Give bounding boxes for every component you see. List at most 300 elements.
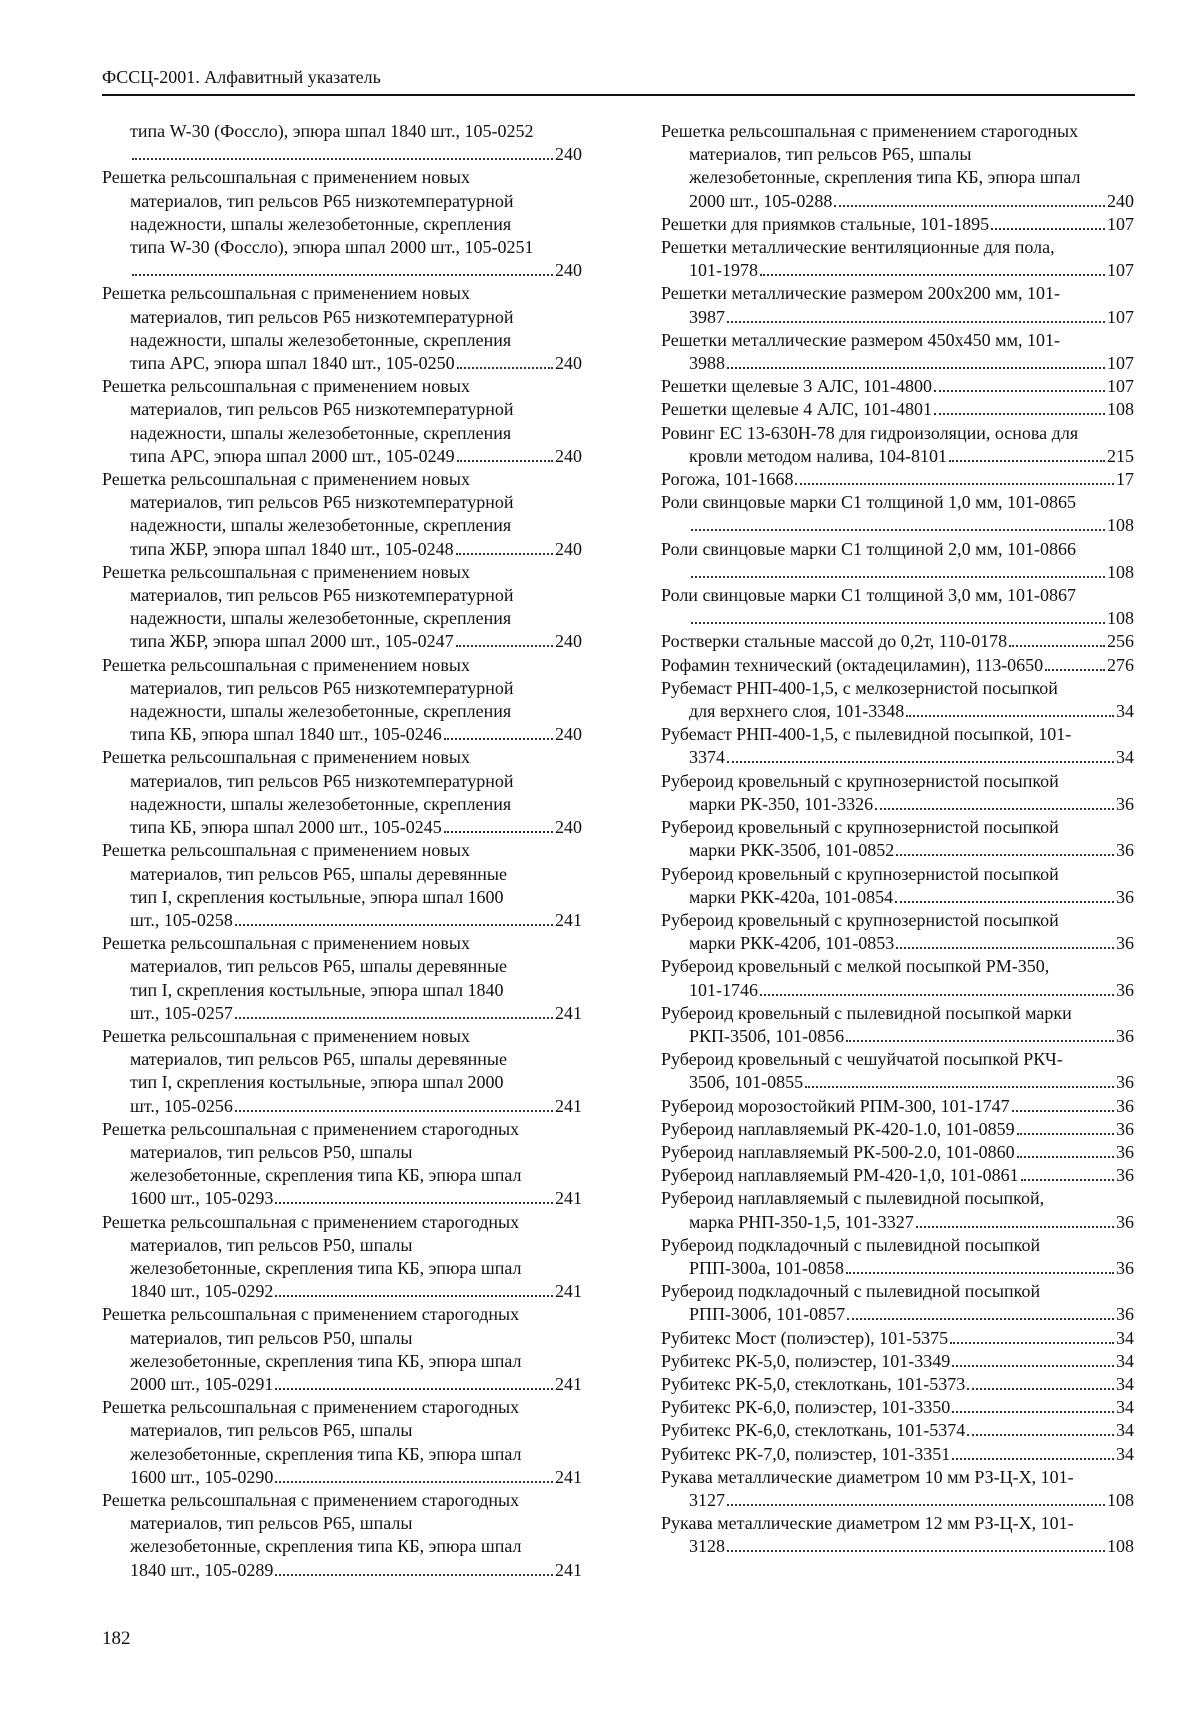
entry-page-ref: 34 — [1116, 1420, 1134, 1441]
entry-page-ref: 36 — [1116, 886, 1134, 907]
index-entry — [102, 468, 584, 561]
entry-line — [102, 236, 584, 259]
entry-text: материалов, тип рельсов Р65 низкотемпературной — [130, 492, 514, 513]
entry-page-ref: 241 — [555, 1559, 582, 1580]
entry-line — [102, 538, 584, 561]
index-entry — [661, 955, 1134, 1001]
entry-text: марки РК-350, 101-3326 — [689, 793, 874, 814]
entry-page-ref: 36 — [1116, 1095, 1134, 1116]
dot-leader — [1009, 645, 1105, 647]
entry-text: шт., 105-0257 — [130, 1002, 233, 1023]
entry-page-ref: 108 — [1107, 1489, 1134, 1510]
entry-page-ref: 36 — [1116, 1141, 1134, 1162]
entry-text: Решетка рельсошпальная с применением старогодных — [102, 1211, 520, 1232]
entry-page-ref: 240 — [555, 631, 582, 652]
entry-page-ref: 256 — [1107, 631, 1134, 652]
dot-leader — [1012, 1110, 1114, 1112]
entry-line — [661, 375, 1134, 398]
entry-line — [102, 352, 584, 375]
entry-line — [661, 1466, 1134, 1489]
entry-text: Рубитекс РК-5,0, полиэстер, 101-3349 — [661, 1350, 951, 1371]
entry-text: Рубероид наплавляемый РК-420-1.0, 101-0859 — [661, 1118, 1015, 1139]
entry-text: 101-1746 — [689, 979, 758, 1000]
entry-page-ref: 241 — [555, 1466, 582, 1487]
entry-page-ref: 36 — [1116, 933, 1134, 954]
entry-line — [661, 1071, 1134, 1094]
dot-leader — [1045, 669, 1105, 671]
entry-text: Рубероид кровельный с крупнозернистой посыпкой — [661, 770, 1059, 791]
dot-leader — [875, 808, 1114, 810]
entry-page-ref: 108 — [1107, 561, 1134, 582]
index-entry — [661, 1234, 1134, 1280]
entry-text: железобетонные, скрепления типа КБ, эпюра шпал — [130, 1350, 522, 1371]
index-entry — [661, 630, 1134, 653]
index-entry — [102, 166, 584, 282]
entry-text: Решетки щелевые 4 АЛС, 101-4801 — [661, 399, 932, 420]
entry-page-ref: 36 — [1116, 840, 1134, 861]
entry-text: шт., 105-0256 — [130, 1095, 233, 1116]
entry-text: типа ЖБР, эпюра шпал 2000 шт., 105-0247 — [130, 631, 454, 652]
dot-leader — [846, 1040, 1114, 1042]
entry-page-ref: 34 — [1116, 747, 1134, 768]
entry-text: 1600 шт., 105-0290 — [130, 1466, 274, 1487]
index-entry — [661, 329, 1134, 375]
entry-text: Рубероид кровельный с чешуйчатой посыпкой РКЧ- — [661, 1049, 1063, 1070]
entry-line — [102, 143, 584, 166]
entry-text: Решетка рельсошпальная с применением новых — [102, 747, 470, 768]
entry-text: Рубитекс РК-6,0, стеклоткань, 101-5374 — [661, 1420, 966, 1441]
entry-text: Рубитекс Мост (полиэстер), 101-5375 — [661, 1327, 949, 1348]
index-column-left — [102, 120, 584, 1582]
entry-line — [102, 1234, 584, 1257]
entry-page-ref: 34 — [1116, 1397, 1134, 1418]
entry-line — [661, 468, 1134, 491]
entry-line — [102, 1350, 584, 1373]
entry-line — [661, 723, 1134, 746]
entry-line — [661, 1164, 1134, 1187]
entry-text: железобетонные, скрепления типа КБ, эпюра шпал — [130, 1443, 522, 1464]
entry-text: РПП-300б, 101-0857 — [689, 1304, 846, 1325]
entry-line — [102, 955, 584, 978]
entry-page-ref: 36 — [1116, 1257, 1134, 1278]
dot-leader — [456, 553, 553, 555]
entry-text: Рубероид подкладочный с пылевидной посыпкой — [661, 1281, 1041, 1302]
entry-text: тип I, скрепления костыльные, эпюра шпал 2000 — [130, 1072, 504, 1093]
index-entry — [102, 1396, 584, 1489]
entry-line — [661, 1303, 1134, 1326]
entry-line — [102, 213, 584, 236]
entry-line — [661, 932, 1134, 955]
entry-line — [661, 1025, 1134, 1048]
entry-line — [102, 1118, 584, 1141]
entry-page-ref: 36 — [1116, 1025, 1134, 1046]
dot-leader — [444, 738, 553, 740]
entry-line — [661, 1211, 1134, 1234]
entry-line — [102, 654, 584, 677]
index-entry — [102, 1303, 584, 1396]
entry-text: материалов, тип рельсов Р65 низкотемпературной — [130, 306, 514, 327]
entry-text: Рубероид кровельный с мелкой посыпкой РМ-350, — [661, 956, 1050, 977]
dot-leader — [691, 622, 1105, 624]
dot-leader — [727, 761, 1114, 763]
entry-line — [102, 816, 584, 839]
entry-text: марки РКК-350б, 101-0852 — [689, 840, 895, 861]
entry-text: материалов, тип рельсов Р50, шпалы — [130, 1234, 413, 1255]
dot-leader — [727, 1550, 1105, 1552]
entry-page-ref: 108 — [1107, 399, 1134, 420]
entry-text: Решетки металлические вентиляционные для пола, — [661, 237, 1055, 258]
entry-text: Решетка рельсошпальная с применением новых — [102, 840, 470, 861]
index-entry — [102, 746, 584, 839]
dot-leader — [967, 1434, 1114, 1436]
entry-line — [102, 1141, 584, 1164]
entry-line — [661, 1234, 1134, 1257]
entry-line — [102, 1443, 584, 1466]
entry-page-ref: 107 — [1107, 260, 1134, 281]
index-column-right — [661, 120, 1134, 1559]
entry-line — [661, 886, 1134, 909]
entry-line — [102, 630, 584, 653]
entry-text: 2000 шт., 105-0291 — [130, 1373, 274, 1394]
entry-line — [102, 120, 584, 143]
entry-text: железобетонные, скрепления типа КБ, эпюра шпал — [689, 167, 1081, 188]
dot-leader — [444, 831, 553, 833]
dot-leader — [847, 1318, 1114, 1320]
entry-line — [661, 1350, 1134, 1373]
entry-line — [102, 1280, 584, 1303]
entry-text: Рубероид наплавляемый РМ-420-1,0, 101-0861 — [661, 1165, 1019, 1186]
entry-line — [102, 746, 584, 769]
index-entry — [661, 1095, 1134, 1118]
index-entry — [661, 1280, 1134, 1326]
entry-line — [102, 700, 584, 723]
entry-page-ref: 241 — [555, 1095, 582, 1116]
entry-text: материалов, тип рельсов Р65, шпалы — [689, 144, 972, 165]
index-entry — [661, 770, 1134, 816]
entry-page-ref: 108 — [1107, 1536, 1134, 1557]
entry-text: Рубероид кровельный с крупнозернистой посыпкой — [661, 863, 1059, 884]
entry-line — [661, 1489, 1134, 1512]
entry-line — [102, 468, 584, 491]
entry-line — [102, 979, 584, 1002]
entry-page-ref: 240 — [555, 817, 582, 838]
dot-leader — [967, 1388, 1114, 1390]
entry-text: материалов, тип рельсов Р65, шпалы деревянные — [130, 1049, 507, 1070]
entry-text: Рукава металлические диаметром 10 мм РЗ-Ц-Х, 101- — [661, 1466, 1074, 1487]
entry-text: 2000 шт., 105-0288 — [689, 190, 833, 211]
entry-line — [102, 1257, 584, 1280]
entry-text: Рубитекс РК-5,0, стеклоткань, 101-5373 — [661, 1373, 966, 1394]
index-entry — [661, 468, 1134, 491]
dot-leader — [235, 1017, 553, 1019]
dot-leader — [1017, 1156, 1114, 1158]
entry-text: материалов, тип рельсов Р65 низкотемпературной — [130, 399, 514, 420]
entry-text: 350б, 101-0855 — [689, 1072, 804, 1093]
index-entry — [661, 1512, 1134, 1558]
entry-page-ref: 107 — [1107, 353, 1134, 374]
entry-line — [661, 259, 1134, 282]
dot-leader — [275, 1481, 553, 1483]
entry-line — [102, 793, 584, 816]
entry-line — [102, 445, 584, 468]
entry-page-ref: 36 — [1116, 1072, 1134, 1093]
entry-line — [661, 282, 1134, 305]
entry-text: 3127 — [689, 1489, 725, 1510]
index-entry — [661, 1466, 1134, 1512]
entry-line — [661, 839, 1134, 862]
entry-text: Рубероид наплавляемый РК-500-2.0, 101-0860 — [661, 1141, 1015, 1162]
entry-page-ref: 240 — [555, 445, 582, 466]
entry-line — [661, 863, 1134, 886]
entry-page-ref: 34 — [1116, 1443, 1134, 1464]
dot-leader — [456, 645, 553, 647]
entry-line — [661, 1373, 1134, 1396]
index-entry — [102, 561, 584, 654]
index-entry — [102, 1118, 584, 1211]
entry-line — [102, 259, 584, 282]
entry-page-ref: 36 — [1116, 1211, 1134, 1232]
index-entry — [661, 1141, 1134, 1164]
index-entry — [661, 1327, 1134, 1350]
entry-line — [661, 1512, 1134, 1535]
index-entry — [661, 1373, 1134, 1396]
entry-line — [102, 723, 584, 746]
index-entry — [661, 584, 1134, 630]
entry-line — [661, 1002, 1134, 1025]
entry-text: марки РКК-420б, 101-0853 — [689, 933, 895, 954]
entry-line — [102, 1211, 584, 1234]
entry-text: для верхнего слоя, 101-3348 — [689, 701, 905, 722]
entry-text: типа W-30 (Фоссло), эпюра шпал 2000 шт., 105-0251 — [130, 237, 534, 258]
entry-text: Решетка рельсошпальная с применением старогодных — [102, 1304, 520, 1325]
entry-text: Решетка рельсошпальная с применением новых — [102, 469, 470, 490]
entry-text: Рубитекс РК-7,0, полиэстер, 101-3351 — [661, 1443, 951, 1464]
entry-line — [102, 1327, 584, 1350]
entry-text: Рубемаст РНП-400-1,5, с мелкозернистой посыпкой — [661, 677, 1058, 698]
entry-text: Решетка рельсошпальная с применением новых — [102, 561, 470, 582]
entry-page-ref: 36 — [1116, 979, 1134, 1000]
entry-page-ref: 276 — [1107, 654, 1134, 675]
entry-page-ref: 241 — [555, 909, 582, 930]
entry-line — [102, 1466, 584, 1489]
entry-text: типа W-30 (Фоссло), эпюра шпал 1840 шт., 105-0252 — [130, 121, 534, 141]
entry-text: 101-1978 — [689, 260, 758, 281]
entry-page-ref: 36 — [1116, 1118, 1134, 1139]
entry-line — [661, 1118, 1134, 1141]
entry-line — [102, 306, 584, 329]
entry-page-ref: 108 — [1107, 515, 1134, 536]
entry-page-ref: 17 — [1116, 469, 1134, 490]
entry-text: материалов, тип рельсов Р65, шпалы — [130, 1513, 413, 1534]
entry-line — [102, 514, 584, 537]
entry-page-ref: 107 — [1107, 306, 1134, 327]
dot-leader — [846, 1272, 1114, 1274]
entry-line — [661, 746, 1134, 769]
entry-page-ref: 34 — [1116, 701, 1134, 722]
entry-text: надежности, шпалы железобетонные, скрепления — [130, 701, 512, 722]
dot-leader — [760, 994, 1114, 996]
entry-text: материалов, тип рельсов Р65 низкотемпературной — [130, 585, 514, 606]
entry-page-ref: 36 — [1116, 1304, 1134, 1325]
entry-text: надежности, шпалы железобетонные, скрепления — [130, 422, 512, 443]
entry-text: надежности, шпалы железобетонные, скрепления — [130, 608, 512, 629]
dot-leader — [457, 460, 553, 462]
entry-text: типа АРС, эпюра шпал 1840 шт., 105-0250 — [130, 353, 455, 374]
index-entry — [661, 1419, 1134, 1442]
entry-line — [661, 1396, 1134, 1419]
index-entry — [661, 816, 1134, 862]
index-entry — [661, 398, 1134, 421]
entry-page-ref: 240 — [555, 538, 582, 559]
entry-line — [661, 979, 1134, 1002]
entry-page-ref: 241 — [555, 1002, 582, 1023]
entry-text: Решетка рельсошпальная с применением новых — [102, 167, 470, 188]
entry-text: материалов, тип рельсов Р65 низкотемпературной — [130, 190, 514, 211]
header-title: ФССЦ-2001. Алфавитный указатель — [102, 67, 381, 87]
entry-text: 3128 — [689, 1536, 725, 1557]
entry-text: материалов, тип рельсов Р65 низкотемпературной — [130, 677, 514, 698]
entry-line — [661, 700, 1134, 723]
entry-text: 3987 — [689, 306, 725, 327]
entry-line — [661, 1280, 1134, 1303]
entry-line — [661, 352, 1134, 375]
entry-text: Роли свинцовые марки С1 толщиной 1,0 мм, 101-0865 — [661, 492, 1076, 513]
entry-text: Рофамин технический (октадециламин), 113-0650 — [661, 654, 1044, 675]
dot-leader — [991, 228, 1105, 230]
entry-line — [102, 398, 584, 421]
entry-text: Рубероид кровельный с крупнозернистой посыпкой — [661, 909, 1059, 930]
page-number: 182 — [102, 1628, 131, 1649]
entry-line — [102, 839, 584, 862]
dot-leader — [834, 205, 1105, 207]
index-entry — [661, 213, 1134, 236]
index-entry — [102, 839, 584, 932]
entry-line — [102, 1559, 584, 1582]
index-entry — [661, 654, 1134, 677]
entry-line — [102, 1095, 584, 1118]
entry-page-ref: 107 — [1107, 376, 1134, 397]
entry-line — [661, 1257, 1134, 1280]
entry-text: Рубероид кровельный с пылевидной посыпкой марки — [661, 1002, 1072, 1023]
entry-page-ref: 34 — [1116, 1373, 1134, 1394]
index-entry — [661, 677, 1134, 723]
entry-line — [102, 1002, 584, 1025]
entry-text: шт., 105-0258 — [130, 909, 233, 930]
entry-text: Роли свинцовые марки С1 толщиной 2,0 мм, 101-0866 — [661, 538, 1076, 559]
entry-text: РПП-300а, 101-0858 — [689, 1257, 844, 1278]
entry-line — [661, 607, 1134, 630]
entry-text: Рубероид морозостойкий РПМ-300, 101-1747 — [661, 1095, 1010, 1116]
entry-page-ref: 241 — [555, 1281, 582, 1302]
entry-line — [661, 816, 1134, 839]
entry-text: Рогожа, 101-1668 — [661, 469, 794, 490]
index-entry — [661, 909, 1134, 955]
entry-text: Ровинг ЕС 13-630Н-78 для гидроизоляции, основа для — [661, 422, 1079, 443]
dot-leader — [235, 924, 553, 926]
entry-page-ref: 240 — [555, 144, 582, 165]
entry-line — [661, 561, 1134, 584]
entry-line — [661, 329, 1134, 352]
entry-text: материалов, тип рельсов Р50, шпалы — [130, 1141, 413, 1162]
entry-text: 3988 — [689, 353, 725, 374]
entry-line — [661, 166, 1134, 189]
dot-leader — [275, 1388, 553, 1390]
index-entry — [661, 1350, 1134, 1373]
index-entry — [661, 1002, 1134, 1048]
entry-text: Решетки для приямков стальные, 101-1895 — [661, 213, 990, 234]
index-entry — [661, 282, 1134, 328]
entry-page-ref: 36 — [1116, 793, 1134, 814]
index-entry — [661, 723, 1134, 769]
dot-leader — [952, 1458, 1114, 1460]
entry-line — [102, 282, 584, 305]
entry-text: железобетонные, скрепления типа КБ, эпюра шпал — [130, 1536, 522, 1557]
entry-line — [661, 398, 1134, 421]
running-header — [102, 66, 1135, 96]
dot-leader — [906, 715, 1114, 717]
index-entry — [102, 282, 584, 375]
entry-line — [102, 1164, 584, 1187]
entry-line — [661, 1327, 1134, 1350]
dot-leader — [132, 274, 553, 276]
dot-leader — [934, 390, 1105, 392]
entry-line — [661, 1048, 1134, 1071]
entry-line — [102, 1419, 584, 1442]
entry-line — [102, 491, 584, 514]
entry-text: надежности, шпалы железобетонные, скрепления — [130, 793, 512, 814]
dot-leader — [132, 158, 553, 160]
entry-text: материалов, тип рельсов Р65, шпалы — [130, 1420, 413, 1441]
dot-leader — [727, 1504, 1105, 1506]
entry-text: марки РКК-420а, 101-0854 — [689, 886, 894, 907]
entry-page-ref: 36 — [1116, 1165, 1134, 1186]
entry-line — [102, 770, 584, 793]
entry-text: Решетка рельсошпальная с применением старогодных — [102, 1397, 520, 1418]
entry-line — [102, 1025, 584, 1048]
entry-text: марка РНП-350-1,5, 101-3327 — [689, 1211, 914, 1232]
dot-leader — [275, 1202, 553, 1204]
entry-text: Решетка рельсошпальная с применением старогодных — [102, 1118, 520, 1139]
index-entry — [661, 1118, 1134, 1141]
entry-line — [102, 607, 584, 630]
entry-line — [661, 793, 1134, 816]
entry-line — [102, 886, 584, 909]
index-entry — [661, 491, 1134, 537]
entry-line — [661, 955, 1134, 978]
entry-text: Решетка рельсошпальная с применением новых — [102, 283, 470, 304]
entry-line — [102, 329, 584, 352]
index-entry — [661, 1164, 1134, 1187]
entry-text: железобетонные, скрепления типа КБ, эпюра шпал — [130, 1257, 522, 1278]
entry-page-ref: 241 — [555, 1188, 582, 1209]
entry-text: Решетка рельсошпальная с применением новых — [102, 933, 470, 954]
entry-text: 1840 шт., 105-0292 — [130, 1281, 274, 1302]
entry-page-ref: 108 — [1107, 608, 1134, 629]
entry-line — [661, 491, 1134, 514]
entry-text: Ростверки стальные массой до 0,2т, 110-0178 — [661, 631, 1008, 652]
entry-text: Решетка рельсошпальная с применением старогодных — [661, 121, 1079, 141]
dot-leader — [275, 1574, 553, 1576]
dot-leader — [235, 1110, 553, 1112]
entry-line — [661, 120, 1134, 143]
dot-leader — [457, 367, 553, 369]
entry-text: типа КБ, эпюра шпал 1840 шт., 105-0246 — [130, 724, 442, 745]
entry-line — [102, 1512, 584, 1535]
dot-leader — [1017, 1133, 1114, 1135]
entry-text: Рубероид наплавляемый с пылевидной посыпкой, — [661, 1188, 1045, 1209]
entry-text: типа ЖБР, эпюра шпал 1840 шт., 105-0248 — [130, 538, 454, 559]
entry-text: надежности, шпалы железобетонные, скрепления — [130, 329, 512, 350]
